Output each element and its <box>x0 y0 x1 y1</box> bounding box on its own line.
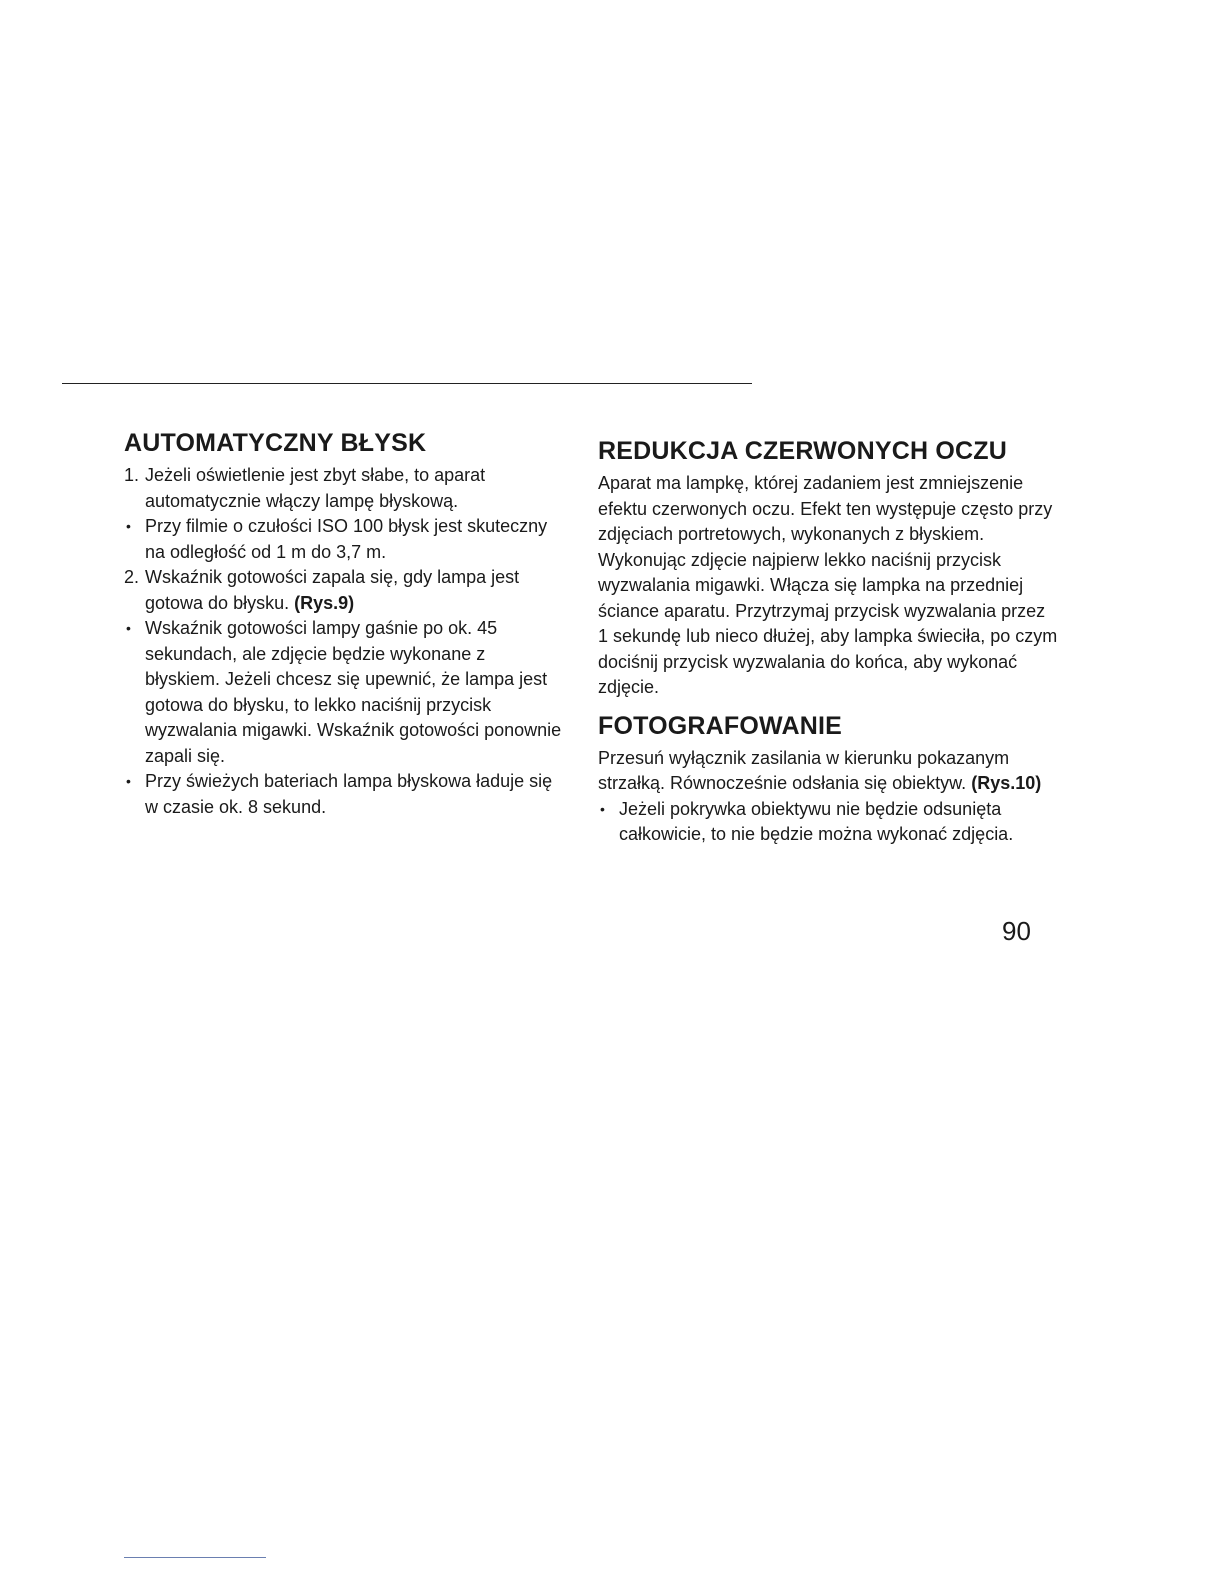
red-eye-paragraph: Aparat ma lampkę, której zadaniem jest zmniejszenie efektu czerwonych oczu. Efekt ten występuje często przy zdjęciach portretowych, wykonanych z błyskiem. Wykonując zdjęcie najpierw lekko naciśnij przycisk wyzwalania migawki. Włącza się lampka na przedniej ściance aparatu. Przytrzymaj przycisk wyzwalania przez 1 sekundę lub nieco dłużej, aby lampka świeciła, po czym dociśnij przycisk wyzwalania do końca, aby wykonać zdjęcie. <box>598 473 1058 697</box>
page-number: 90 <box>1002 916 1031 946</box>
left-column <box>124 428 564 820</box>
bullet-marker: • <box>126 620 131 636</box>
shooting-paragraph <box>598 746 1058 797</box>
heading-redukcja-czerwonych-oczu: REDUKCJA CZERWONYCH OCZU <box>598 437 1007 465</box>
shooting-paragraph-text: Przesuń wyłącznik zasilania w kierunku pokazanym strzałką. Równocześnie odsłania się obiektyw. <box>598 747 1010 793</box>
list-marker: 1. <box>124 465 140 485</box>
list-item-text: Jeżeli pokrywka obiektywu nie będzie odsunięta całkowicie, to nie będzie można wykonać zdjęcia. <box>619 798 1014 844</box>
list-item-bullet-lens <box>598 797 1058 848</box>
bullet-marker: • <box>126 773 131 789</box>
heading-fotografowanie: FOTOGRAFOWANIE <box>598 711 842 740</box>
list-item-text: Jeżeli oświetlenie jest zbyt słabe, to aparat automatycznie włączy lampę błyskową. <box>145 465 486 511</box>
top-divider <box>62 383 752 384</box>
list-item-text: Wskaźnik gotowości zapala się, gdy lampa jest gotowa do błysku. <box>145 567 520 613</box>
list-item-2 <box>124 565 564 616</box>
list-item-text: Przy filmie o czułości ISO 100 błysk jest skuteczny na odległość od 1 m do 3,7 m. <box>145 516 548 562</box>
figure-reference: (Rys.9) <box>294 592 355 613</box>
figure-reference: (Rys.10) <box>971 773 1042 793</box>
list-item-text: Przy świeżych bateriach lampa błyskowa ładuje się w czasie ok. 8 sekund. <box>145 771 553 817</box>
list-item-bullet-3 <box>124 769 564 820</box>
heading-automatyczny-blysk: AUTOMATYCZNY BŁYSK <box>124 429 427 457</box>
right-column <box>598 436 1058 848</box>
list-item-text: Wskaźnik gotowości lampy gaśnie po ok. 45 sekundach, ale zdjęcie będzie wykonane z błyskiem. Jeżeli chcesz się upewnić, że lampa jest gotowa do błysku, to lekko naciśnij przycisk wyzwalania migawki. Wskaźnik gotowości ponownie zapali się. <box>145 618 562 766</box>
list-item-bullet-1 <box>124 514 564 565</box>
bottom-divider <box>124 1557 266 1558</box>
bullet-marker: • <box>600 800 605 817</box>
list-marker: 2. <box>124 567 140 587</box>
list-item-1 <box>124 463 564 514</box>
list-item-bullet-2 <box>124 616 564 769</box>
bullet-marker: • <box>126 518 131 534</box>
